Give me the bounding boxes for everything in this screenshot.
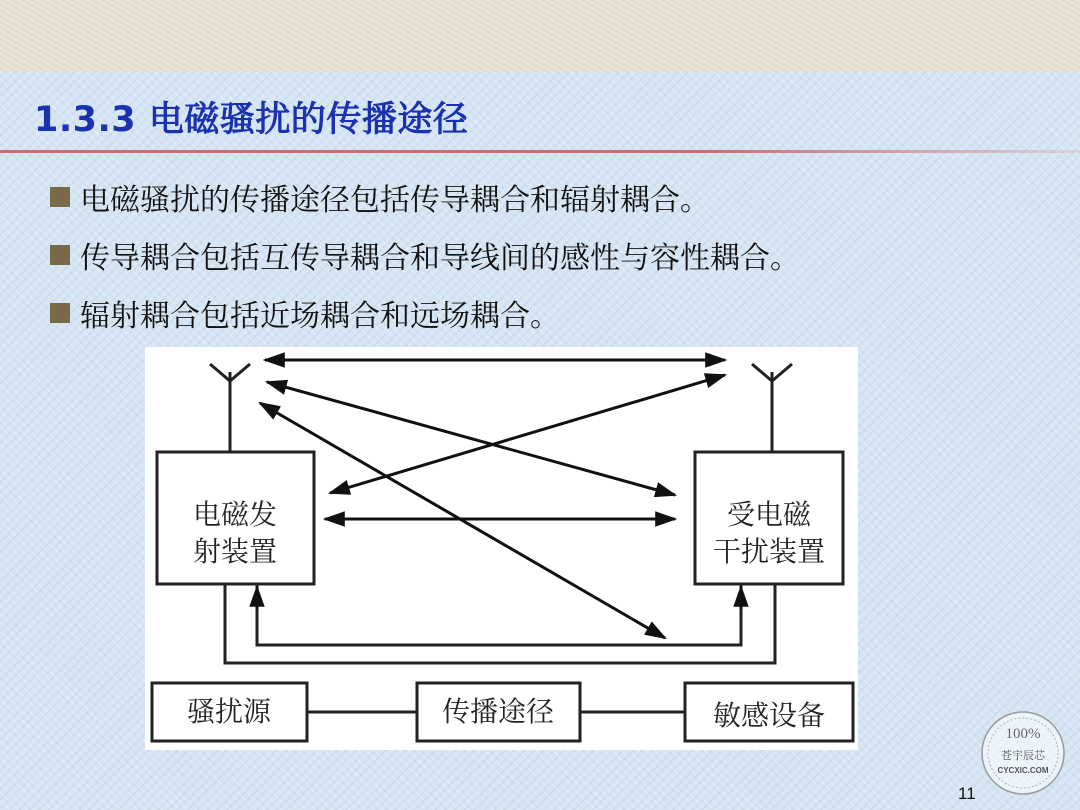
bullet-text: 电磁骚扰的传播途径包括传导耦合和辐射耦合。 (80, 183, 710, 218)
slide-title: 1.3.3 电磁骚扰的传播途径 (34, 100, 469, 140)
sensitive-label: 敏感设备 (712, 699, 826, 732)
title-underline (0, 150, 1080, 153)
bullet-text: 辐射耦合包括近场耦合和远场耦合。 (80, 299, 560, 334)
bullet-list (50, 168, 800, 342)
cross-coupling-arrow (330, 375, 725, 493)
left-antenna-arm (210, 364, 230, 381)
bullet-square-icon (50, 245, 70, 265)
bullet-square-icon (50, 303, 70, 323)
top-decorative-band (0, 0, 1080, 72)
propagation-diagram (145, 347, 858, 750)
bullet-item (50, 226, 800, 284)
stamp-site: CYCXIC.COM (997, 766, 1049, 775)
receiver-label-line1: 受电磁 (726, 498, 812, 531)
cross-coupling-arrow (267, 382, 675, 495)
conduction-loop (225, 584, 775, 663)
emitter-label-line1: 电磁发 (192, 498, 278, 531)
stamp-name: 苍宇辰芯 (1001, 749, 1045, 762)
bullet-item (50, 168, 800, 226)
source-label: 骚扰源 (186, 695, 272, 728)
bullet-square-icon (50, 187, 70, 207)
left-antenna-arm (230, 364, 250, 381)
bullet-text: 传导耦合包括互传导耦合和导线间的感性与容性耦合。 (80, 241, 800, 276)
diagram-svg (145, 347, 858, 750)
conduction-loop-inner (257, 584, 741, 645)
right-antenna-arm (772, 364, 792, 381)
path-label: 传播途径 (441, 695, 555, 728)
page-number: 11 (958, 784, 976, 803)
emitter-label-line2: 射装置 (192, 535, 278, 568)
stamp-badge: 100% (1005, 726, 1041, 742)
bullet-item (50, 284, 800, 342)
receiver-label-line2: 干扰装置 (712, 535, 826, 568)
watermark-stamp-icon (980, 710, 1066, 796)
right-antenna-arm (752, 364, 772, 381)
